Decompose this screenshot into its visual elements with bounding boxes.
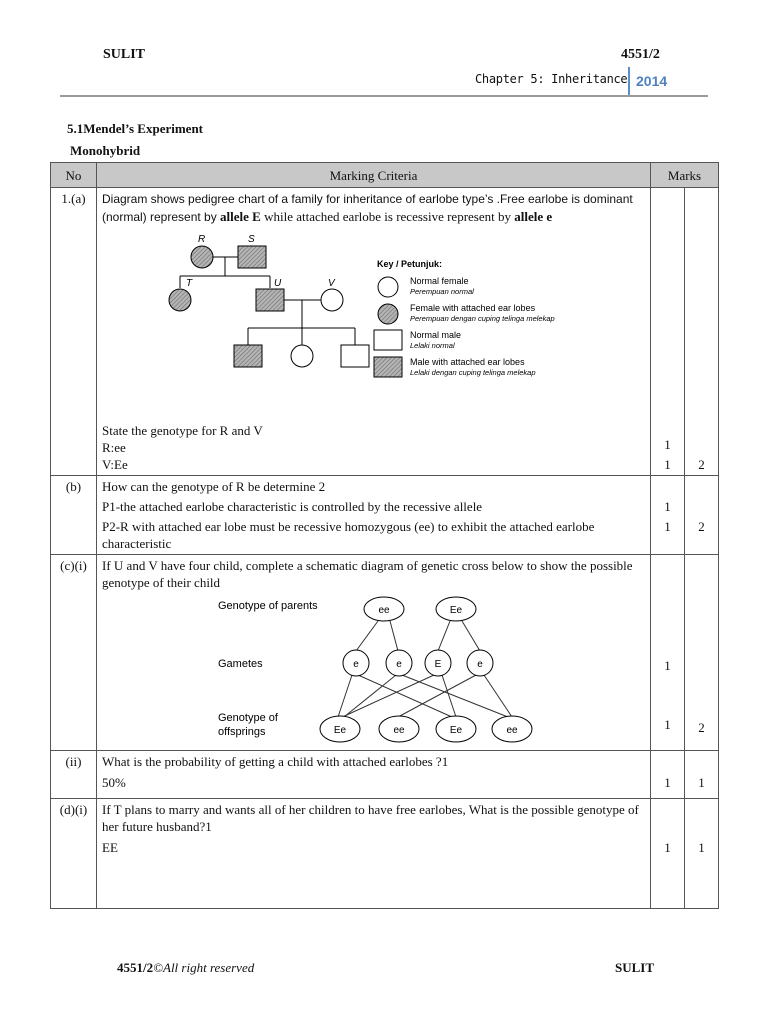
mark-point: 1	[664, 775, 671, 790]
cross-line	[356, 621, 378, 651]
row-number: 1.(a)	[51, 188, 97, 476]
header-rule	[60, 95, 708, 97]
key-attached-male: Male with attached ear lobes	[410, 357, 525, 367]
label-offspring-1: Genotype of	[218, 712, 278, 724]
pedigree-child-male-attached	[234, 345, 262, 367]
total-cell	[685, 555, 719, 751]
answer-r: R:ee	[102, 440, 126, 455]
key-normal-female-ms: Perempuan normal	[410, 287, 474, 296]
criteria-cell	[97, 188, 651, 476]
pedigree-r-female-attached	[191, 246, 213, 268]
genetic-cross-diagram	[212, 593, 632, 745]
offspring-genotype: Ee	[333, 725, 347, 736]
table-row	[51, 188, 719, 476]
marks-cell	[651, 188, 685, 476]
pedigree-s-male-attached	[238, 246, 266, 268]
marks-cell	[651, 751, 685, 799]
key-attached-female: Female with attached ear lobes	[410, 303, 536, 313]
pedigree-chart	[162, 230, 632, 400]
key-normal-female: Normal female	[410, 276, 469, 286]
key-attached-female-ms: Perempuan dengan cuping telinga melekap	[410, 314, 555, 323]
chapter-title: Chapter 5: Inheritance	[475, 72, 628, 86]
mark-total: 2	[698, 720, 705, 735]
criteria-cell	[97, 799, 651, 909]
label-parents: Genotype of parents	[218, 600, 318, 612]
cross-line	[338, 675, 434, 719]
footer-right: SULIT	[615, 960, 655, 975]
key-attached-male-ms: Lelaki dengan cuping telinga melekap	[410, 368, 536, 377]
cross-line	[402, 675, 508, 717]
gamete-allele: E	[434, 659, 442, 670]
footer-copyright	[117, 960, 254, 976]
mark-point: 1	[664, 717, 671, 732]
allele-E-label: allele E	[220, 209, 261, 224]
mark-point: 1	[664, 499, 671, 514]
mark-point: 1	[664, 437, 671, 452]
cross-line	[438, 621, 450, 651]
mark-total: 1	[698, 775, 705, 790]
label-s: S	[248, 234, 255, 245]
header-left: SULIT	[103, 47, 146, 62]
question-text: State the genotype for R and V	[102, 423, 263, 438]
label-offspring-2: offsprings	[218, 726, 266, 738]
marking-table	[50, 162, 719, 909]
parent-genotype: ee	[378, 605, 390, 616]
label-gametes: Gametes	[218, 658, 263, 670]
key-attached-male-symbol	[374, 357, 402, 377]
point-1: P1-the attached earlobe characteristic is controlled by the recessive allele	[102, 499, 483, 514]
label-u: U	[274, 278, 282, 289]
offspring-genotype: ee	[393, 725, 405, 736]
table-header-row	[51, 163, 719, 188]
criteria-cell	[97, 555, 651, 751]
row-number: (c)(i)	[51, 555, 97, 751]
total-cell	[685, 799, 719, 909]
label-t: T	[186, 278, 193, 289]
key-normal-female-symbol	[378, 277, 398, 297]
cross-line	[390, 621, 398, 651]
pedigree-t-female-attached	[169, 289, 191, 311]
marks-cell	[651, 476, 685, 555]
label-r: R	[198, 234, 206, 245]
mark-point: 1	[664, 519, 671, 534]
gamete-allele: e	[353, 659, 359, 670]
cross-line	[484, 675, 512, 717]
mark-total: 2	[698, 457, 705, 472]
header-criteria: Marking Criteria	[97, 163, 651, 188]
gamete-allele: e	[396, 659, 402, 670]
year-badge: 2014	[628, 67, 703, 95]
question-text: How can the genotype of R be determine 2	[102, 479, 326, 494]
mark-point: 1	[664, 457, 671, 472]
table-row	[51, 799, 719, 909]
criteria-cell	[97, 751, 651, 799]
question-intro	[102, 190, 645, 226]
point-2: P2-R with attached ear lobe must be recessive homozygous (ee) to exhibit the attached earlobe characteristic	[102, 519, 595, 551]
allele-e-label: allele e	[514, 209, 553, 224]
question-text: If T plans to marry and wants all of her children to have free earlobes, What is the possible genotype of her future husband?1	[102, 802, 639, 834]
offspring-genotype: ee	[506, 725, 518, 736]
pedigree-child-female-normal	[291, 345, 313, 367]
key-title: Key / Petunjuk:	[377, 259, 443, 269]
total-cell	[685, 751, 719, 799]
section-title: 5.1Mendel’s Experiment	[67, 121, 203, 136]
label-v: V	[328, 278, 335, 289]
mark-total: 2	[698, 519, 705, 534]
answer-text: EE	[102, 840, 118, 855]
row-number: (b)	[51, 476, 97, 555]
offspring-genotype: Ee	[449, 725, 463, 736]
section-subtitle: Monohybrid	[70, 143, 141, 158]
pedigree-u-male-attached	[256, 289, 284, 311]
answer-v: V:Ee	[102, 457, 128, 472]
marks-cell	[651, 555, 685, 751]
cross-line	[462, 621, 480, 651]
key-normal-male-ms: Lelaki normal	[410, 341, 455, 350]
header-right: 4551/2	[621, 47, 660, 62]
key-normal-male: Normal male	[410, 330, 462, 340]
footer-code: 4551/2	[117, 960, 154, 975]
row-number: (ii)	[51, 751, 97, 799]
question-text: If U and V have four child, complete a schematic diagram of genetic cross below to show the possible genotype of their child	[102, 558, 633, 590]
table-row	[51, 751, 719, 799]
row-number: (d)(i)	[51, 799, 97, 909]
mark-point: 1	[664, 658, 671, 673]
pedigree-v-female-normal	[321, 289, 343, 311]
marks-cell	[651, 799, 685, 909]
pedigree-child-male-normal	[341, 345, 369, 367]
intro-text-1: Diagram shows pedigree chart of a family for inheritance of earlobe type’s .Free earlobe is dominant (normal) represent by	[102, 192, 633, 224]
table-row	[51, 555, 719, 751]
answer-text: 50%	[102, 775, 126, 790]
total-cell	[685, 476, 719, 555]
cross-line	[338, 675, 352, 717]
gamete-allele: e	[477, 659, 483, 670]
intro-text-2: while attached earlobe is recessive represent by	[260, 209, 515, 224]
total-cell	[685, 188, 719, 476]
header-marks: Marks	[651, 163, 719, 188]
key-attached-female-symbol	[378, 304, 398, 324]
header-no: No	[51, 163, 97, 188]
parent-genotype: Ee	[449, 605, 463, 616]
mark-total: 1	[698, 840, 705, 855]
mark-point: 1	[664, 840, 671, 855]
table-row	[51, 476, 719, 555]
key-normal-male-symbol	[374, 330, 402, 350]
question-text: What is the probability of getting a child with attached earlobes ?1	[102, 754, 449, 769]
criteria-cell	[97, 476, 651, 555]
footer-rights: ©All right reserved	[153, 960, 255, 975]
